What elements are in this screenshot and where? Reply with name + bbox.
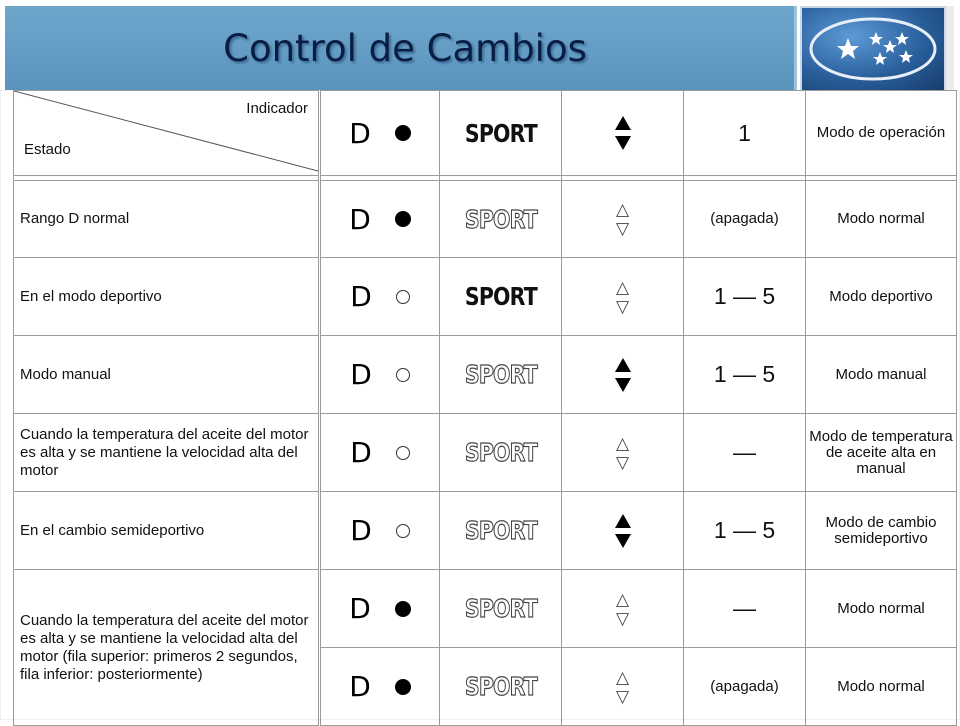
sport-label: SPORT [464, 118, 537, 148]
gear-cell [684, 336, 806, 414]
star-cluster-logo-icon [802, 8, 944, 90]
sport-cell [440, 336, 562, 414]
d-indicator-cell [320, 181, 440, 258]
d-indicator-cell [320, 570, 440, 648]
modo-cell: Modo deportivo [806, 258, 957, 336]
header-estado-indicador-cell [14, 91, 320, 176]
gear-cell [684, 414, 806, 492]
sport-label-off: SPORT [464, 516, 537, 545]
gear-value: (apagada) [710, 677, 779, 695]
d-letter: D [349, 116, 371, 150]
arrow-down-outline-icon: ▽ [615, 219, 630, 238]
sport-label-off: SPORT [464, 360, 537, 389]
page-title: Control de Cambios [223, 27, 587, 70]
empty-dot-icon [396, 446, 410, 460]
logo-frame-edge [946, 6, 954, 92]
gear-cell [684, 570, 806, 648]
arrow-up-outline-icon: △ [615, 667, 630, 687]
sport-label-on: SPORT [464, 282, 537, 311]
sport-label-off: SPORT [464, 594, 537, 623]
table-row [14, 258, 957, 336]
d-indicator-cell [320, 414, 440, 492]
gear-value: 1 — 5 [713, 283, 776, 309]
sport-cell [440, 181, 562, 258]
estado-cell: Cuando la temperatura del aceite del motor es alta y se mantiene la velocidad alta del motor (fila superior: primeros 2 segundos, fila inferior: posteriormente) [14, 570, 320, 726]
gear-cell [684, 258, 806, 336]
arrow-up-outline-icon: △ [615, 277, 630, 297]
table-row [14, 414, 957, 492]
estado-cell: En el modo deportivo [14, 258, 320, 336]
brand-logo [800, 6, 946, 92]
arrow-down-filled-icon [615, 534, 631, 548]
shift-control-table-panel [0, 90, 960, 720]
d-letter: D [349, 202, 371, 236]
sport-cell [440, 648, 562, 726]
arrow-up-outline-icon: △ [615, 589, 630, 609]
sport-cell [440, 570, 562, 648]
table-row [14, 570, 957, 648]
table-row [14, 336, 957, 414]
arrow-down-outline-icon: ▽ [615, 608, 630, 628]
gear-value: 1 [738, 119, 751, 146]
estado-cell: En el cambio semideportivo [14, 492, 320, 570]
d-letter: D [350, 358, 372, 391]
arrow-down-filled-icon [615, 378, 631, 392]
modo-cell: Modo normal [806, 648, 957, 726]
header-indicador-label: Indicador [246, 100, 308, 117]
arrow-down-filled-icon [615, 136, 631, 150]
header-estado-label: Estado [24, 141, 71, 158]
filled-dot-icon [395, 211, 411, 227]
arrow-up-outline-icon: △ [615, 200, 630, 219]
gear-value: 1 — 5 [713, 517, 776, 543]
shift-control-table [13, 90, 957, 726]
d-indicator-cell [320, 492, 440, 570]
d-indicator-cell [320, 648, 440, 726]
d-letter: D [349, 592, 371, 625]
header-modo [806, 91, 957, 176]
arrow-up-outline-icon: △ [615, 433, 630, 453]
arrow-up-filled-icon [615, 358, 631, 372]
arrow-down-outline-icon: ▽ [615, 452, 630, 472]
modo-cell: Modo manual [806, 336, 957, 414]
arrow-cell [562, 336, 684, 414]
gear-cell [684, 492, 806, 570]
sport-label-off: SPORT [464, 204, 537, 234]
title-banner [0, 0, 960, 96]
arrow-cell [562, 414, 684, 492]
estado-cell: Cuando la temperatura del aceite del motor es alta y se mantiene la velocidad alta del motor [14, 414, 320, 492]
filled-dot-icon [395, 125, 411, 141]
d-indicator-cell [320, 336, 440, 414]
arrow-cell [562, 258, 684, 336]
table-row [14, 492, 957, 570]
d-letter: D [350, 514, 372, 547]
arrow-cell [562, 492, 684, 570]
gear-cell [684, 648, 806, 726]
arrow-cell [562, 648, 684, 726]
gear-cell [684, 181, 806, 258]
header-sport-indicator [440, 91, 562, 176]
sport-cell [440, 414, 562, 492]
header-gear [684, 91, 806, 176]
gear-value: — [733, 595, 756, 621]
sport-label-off: SPORT [464, 438, 537, 467]
empty-dot-icon [396, 524, 410, 538]
empty-dot-icon [396, 368, 410, 382]
arrow-up-filled-icon [615, 116, 631, 130]
sport-cell [440, 258, 562, 336]
estado-cell: Modo manual [14, 336, 320, 414]
table-header-row [14, 91, 957, 176]
gear-value: (apagada) [710, 210, 779, 227]
d-letter: D [350, 436, 372, 469]
header-d-indicator [320, 91, 440, 176]
d-indicator-cell [320, 258, 440, 336]
d-letter: D [350, 280, 372, 313]
arrow-cell [562, 570, 684, 648]
arrow-down-outline-icon: ▽ [615, 686, 630, 706]
empty-dot-icon [396, 290, 410, 304]
modo-cell: Modo de temperatura de aceite alta en manual [806, 414, 957, 492]
gear-value: 1 — 5 [713, 361, 776, 387]
filled-dot-icon [395, 601, 411, 617]
header-arrows [562, 91, 684, 176]
sport-cell [440, 492, 562, 570]
d-letter: D [349, 670, 371, 703]
table-row [14, 181, 957, 258]
modo-cell: Modo normal [806, 181, 957, 258]
sport-label-off: SPORT [464, 672, 537, 701]
arrow-cell [562, 181, 684, 258]
arrow-down-outline-icon: ▽ [615, 296, 630, 316]
modo-cell: Modo de cambio semideportivo [806, 492, 957, 570]
arrow-up-filled-icon [615, 514, 631, 528]
modo-label: Modo de operación [816, 124, 946, 141]
modo-cell: Modo normal [806, 570, 957, 648]
filled-dot-icon [395, 679, 411, 695]
gear-value: — [733, 439, 756, 465]
estado-cell: Rango D normal [14, 181, 320, 258]
